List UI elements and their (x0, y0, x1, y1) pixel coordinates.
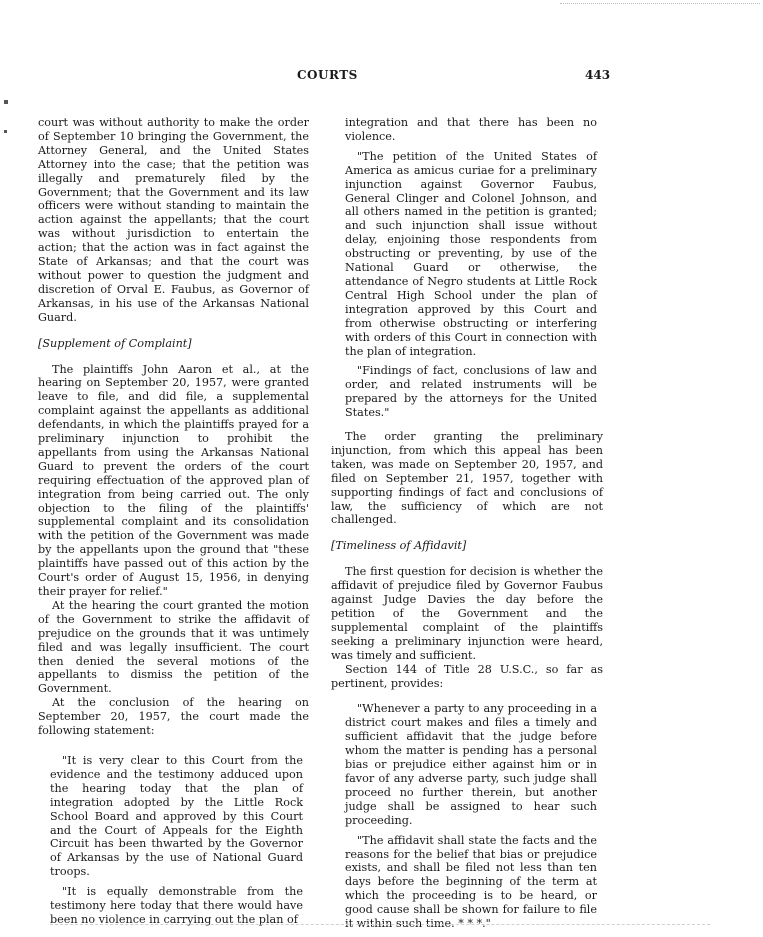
top-edge-rule (560, 3, 760, 4)
paragraph: At the conclusion of the hearing on September 20, 1957, the court made the following statement: (38, 696, 309, 738)
margin-mark (4, 100, 8, 104)
quote-paragraph: "The petition of the United States of America as amicus curiae for a preliminary injunction against Governor Faubus, General Clinger and Colonel Johnson, and all others named in the petition is granted; and such injunction shall issue without delay, enjoining those respondents from obstructing or preventing, by use of the National Guard or otherwise, the attendance of Negro students at Little Rock Central High School under the plan of integration approved by this Court and from otherwise obstructing or interfering with orders of this Court in connection with the plan of integration. (345, 149, 597, 358)
paragraph: Section 144 of Title 28 U.S.C., so far as pertinent, provides: (331, 662, 603, 690)
page-header (0, 68, 763, 88)
quote-paragraph: "Whenever a party to any proceeding in a district court makes and files a timely and sufficient affidavit that the judge before whom the matter is pending has a personal bias or prejudice either against him or in favor of any adverse party, such judge shall proceed no further therein, but another judge shall be assigned to hear such proceeding. (345, 702, 597, 827)
paragraph: The first question for decision is whether the affidavit of prejudice filed by Governor Faubus against Judge Davies the day before the petition of the Government and the supplemental complaint of the plaintiffs seeking a preliminary injunction were heard, was timely and sufficient. (331, 565, 603, 662)
page-number: 443 (585, 68, 611, 82)
paragraph: court was without authority to make the order of September 10 bringing the Government, the Attorney General, and the United States Attorney into the case; that the petition was illegally and prematurely filed by the Government; that the Government and its law officers were without standing to maintain the action against the appellants; that the court was without jurisdiction to entertain the action; that the action was in fact against the State of Arkansas; and that the court was without power to question the judgment and discretion of Orval E. Faubus, as Governor of Arkansas, in his use of the Arkansas National Guard. (38, 116, 309, 324)
running-head: COURTS (297, 68, 358, 82)
bottom-edge-rule (50, 924, 710, 925)
right-column (331, 116, 603, 931)
quote-paragraph: "Findings of fact, conclusions of law and order, and related instruments will be prepared by the attorneys for the United States." (345, 364, 597, 420)
left-column (38, 116, 309, 927)
quote-paragraph: "It is very clear to this Court from the evidence and the testimony adduced upon the hearing today that the plan of integration adopted by the Little Rock School Board and approved by this Court and the Court of Appeals for the Eighth Circuit has been thwarted by the Governor of Arkansas by the use of National Guard troops. (50, 753, 303, 879)
block-quote (345, 702, 603, 931)
section-subhead: [Timeliness of Affidavit] (331, 539, 467, 553)
paragraph: At the hearing the court granted the motion of the Government to strike the affidavit of prejudice on the grounds that it was untimely filed and was legally insufficient. The court then denied the several motions of the appellants to dismiss the petition of the Government. (38, 598, 309, 696)
block-quote (345, 116, 603, 420)
paragraph: The plaintiffs John Aaron et al., at the hearing on September 20, 1957, were granted leave to file, and did file, a supplemental complaint against the appellants as additional defendants, in which the plaintiffs prayed for a preliminary injunction to prohibit the appellants from using the Arkansas National Guard to prevent the orders of the court requiring effectuation of the approved plan of integration from being carried out. The only objection to the filing of the plaintiffs' supplemental complaint and its consolidation with the petition of the Government was made by the appellants upon the ground that "these plaintiffs have passed out of this action by the Court's order of August 15, 1956, in denying their prayer for relief." (38, 362, 309, 598)
block-quote (50, 754, 309, 927)
section-subhead: [Supplement of Complaint] (38, 336, 192, 350)
quote-paragraph: "It is equally demonstrable from the testimony here today that there would have been no violence in carrying out the plan of (50, 885, 303, 926)
margin-mark (4, 130, 7, 133)
quote-paragraph: "The affidavit shall state the facts and the reasons for the belief that bias or prejudice exists, and shall be filed not less than ten days before the beginning of the term at which the proceeding is to be heard, or good cause shall be shown for failure to file it within such time. * * *." (345, 833, 597, 931)
paragraph: The order granting the preliminary injunction, from which this appeal has been taken, was made on September 20, 1957, and filed on September 21, 1957, together with supporting findings of fact and conclusions of law, the sufficiency of which are not challenged. (331, 430, 603, 527)
quote-paragraph: integration and that there has been no violence. (345, 116, 597, 143)
